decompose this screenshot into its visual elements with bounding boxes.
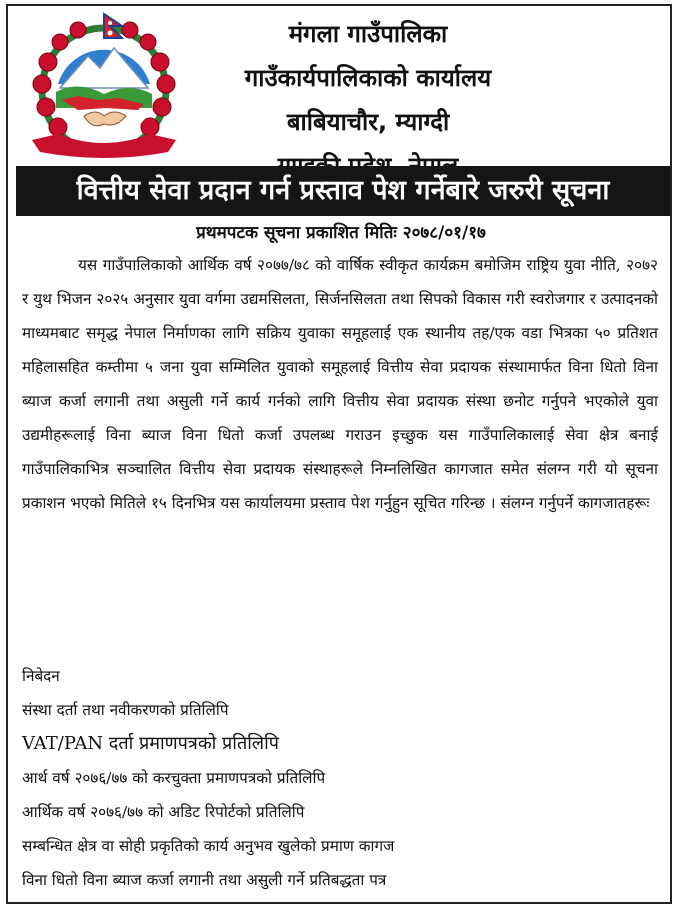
nepal-flag-icon [104, 14, 122, 38]
list-item: विना धितो विना ब्याज कर्जा लगानी तथा असुली गर्ने प्रतिबद्धता पत्र [22, 871, 387, 889]
list-item: आर्थ वर्ष २०७६/७७ को करचुक्ता प्रमाणपत्रको प्रतिलिपि [22, 769, 326, 787]
publication-date: प्रथमपटक सूचना प्रकाशित मितिः २०७८/०१/१७ [196, 223, 486, 243]
required-documents-list [22, 659, 662, 897]
office-header [198, 12, 538, 188]
list-item: निबेदन [22, 667, 60, 685]
list-item: सम्बन्धित क्षेत्र वा सोही प्रकृतिको कार्य अनुभव खुलेको प्रमाण कागज [22, 837, 395, 855]
list-item: VAT/PAN दर्ता प्रमाणपत्रको प्रतिलिपि [22, 733, 279, 754]
notice-paragraph-text: यस गाउँपालिकाको आर्थिक वर्ष २०७७/७८ को वार्षिक स्वीकृत कार्यक्रम बमोजिम राष्ट्रिय युवा नीति, २०७२ र युथ भिजन २०२५ अनुसार युवा वर्गमा उद्यमसिलता, सिर्जनसिलता तथा सिपको विकास गरी स्वरोजगार र उत्पादनको माध्यमबाट समृद्ध नेपाल निर्माणका लागि सक्रिय युवाका समूहलाई एक स्थानीय तह/एक वडा भित्रका ५० प्रतिशत महिलासहित कम्तीमा ५ जना युवा सम्मिलित युवाको समूहलाई वित्तीय सेवा प्रदायक संस्थामार्फत विना धितो विना ब्याज कर्जा लगानी तथा असुली गर्ने कार्य गर्नको लागि वित्तीय सेवा प्रदायक संस्था छनोट गर्नुपने भएकोले युवा उद्यमीहरूलाई विना ब्याज विना धितो कर्जा उपलब्ध गराउन इच्छुक यस गाउँपालिकालाई सेवा क्षेत्र बनाई गाउँपालिकाभित्र सञ्चालित वित्तीय सेवा प्रदायक संस्थाहरूले निम्नलिखित कागजात समेत संलग्न गरी यो सूचना प्रकाशन भएको मितिले १५ दिनभित्र यस कार्यालयमा प्रस्ताव पेश गर्नुहुन सूचित गरिन्छ । संलग्न गर्नुपर्ने कागजातहरूः [22, 256, 658, 512]
office-address: बाबियाचौर, म्याग्दी [286, 108, 450, 136]
nepal-emblem-icon [18, 12, 190, 162]
office-name: गाउँकार्यपालिकाको कार्यालय [244, 64, 492, 92]
municipality-name: मंगला गाउँपालिका [288, 20, 448, 48]
list-item: संस्था दर्ता तथा नवीकरणको प्रतिलिपि [22, 701, 229, 719]
notice-paragraph [22, 248, 658, 520]
list-item: आर्थिक वर्ष २०७६/७७ को अडिट रिपोर्टको प्रतिलिपि [22, 803, 305, 821]
notice-frame [6, 4, 672, 904]
notice-title-banner: वित्तीय सेवा प्रदान गर्न प्रस्ताव पेश गर्नेबारे जरुरी सूचना [16, 166, 670, 216]
